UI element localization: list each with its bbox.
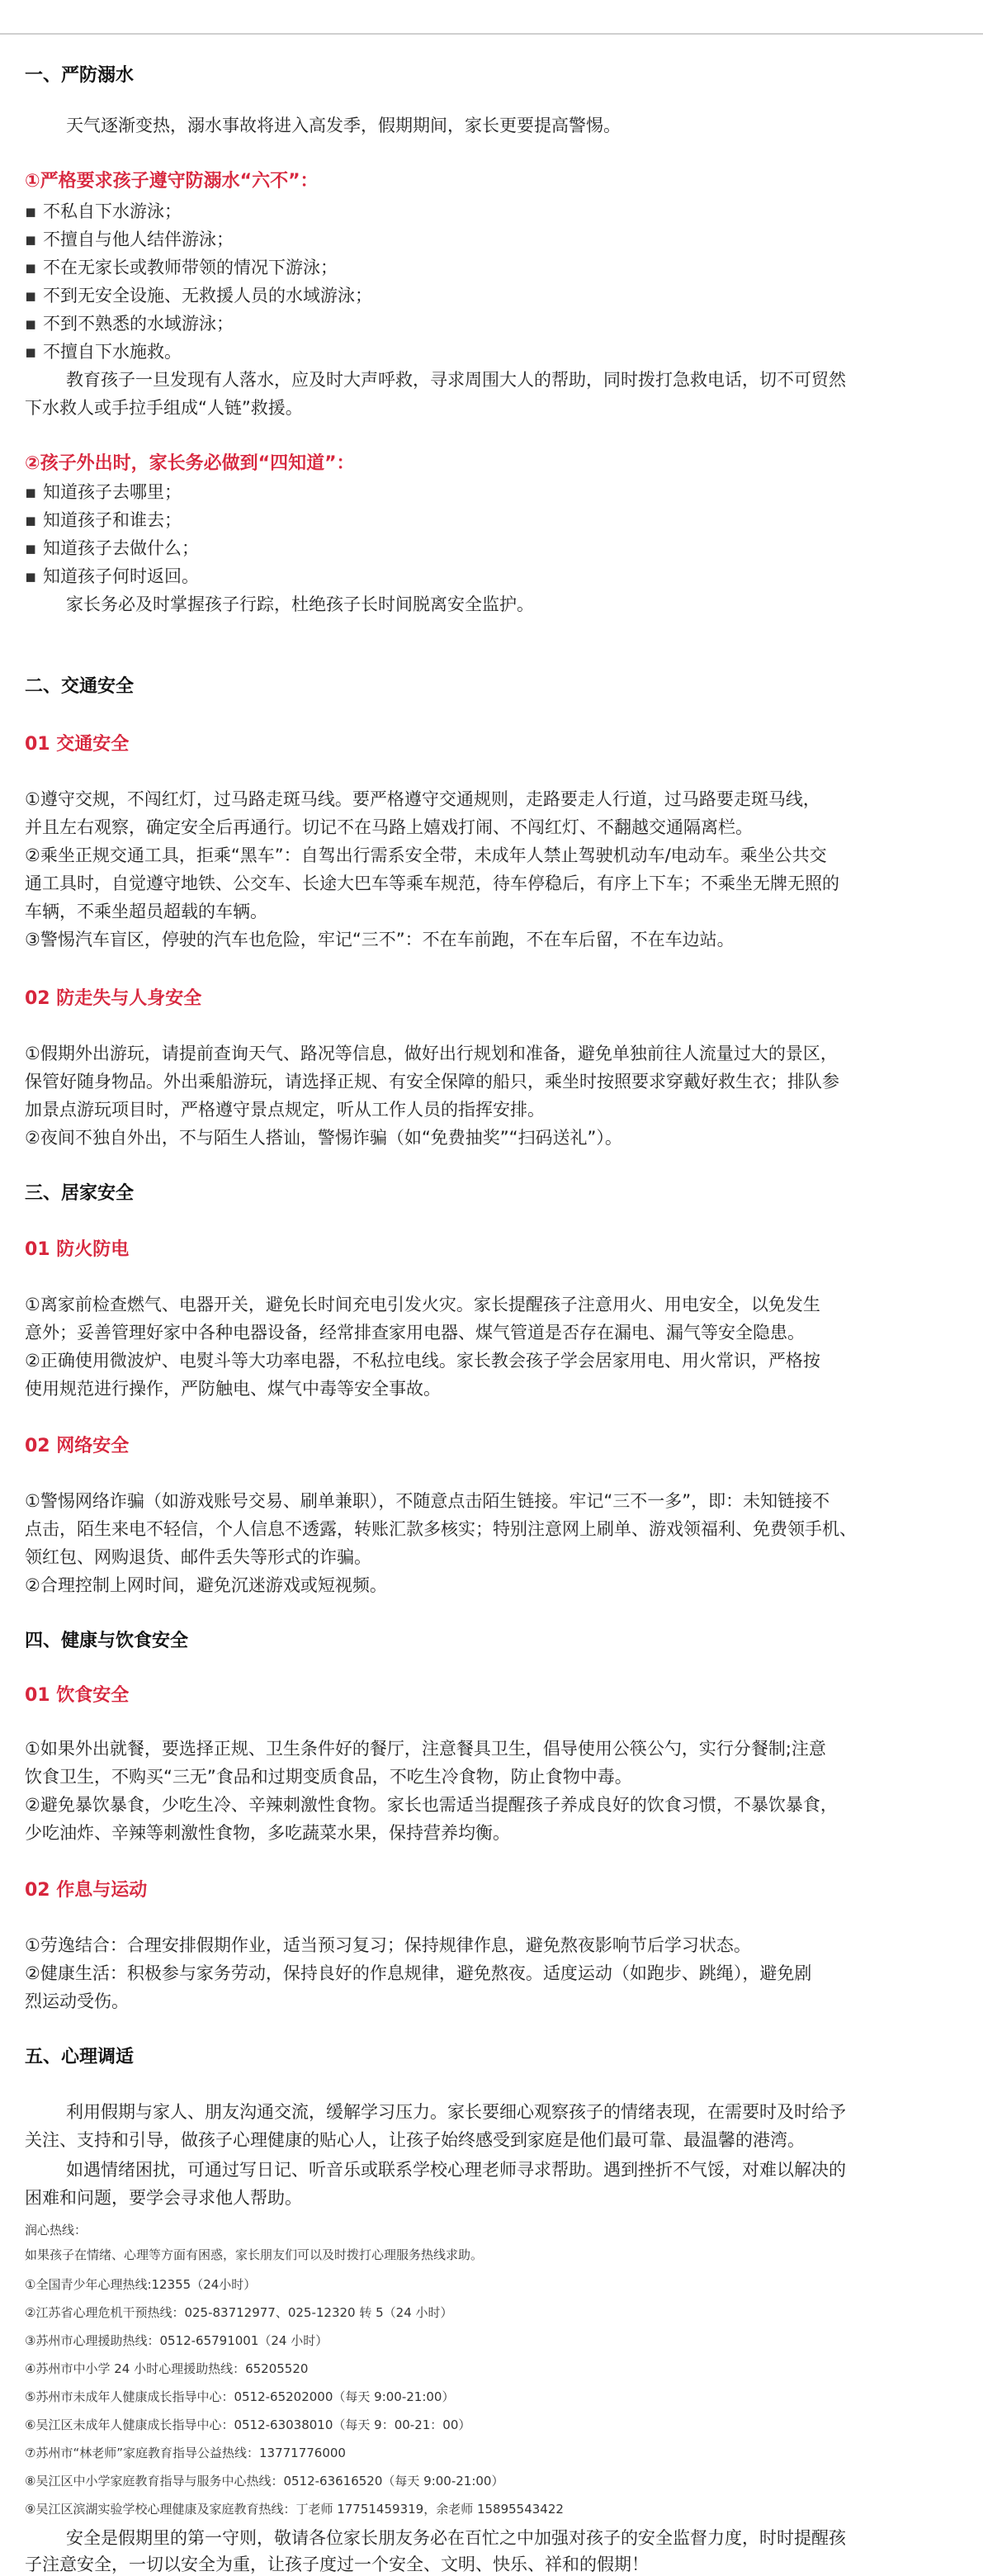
paragraph-line: ②夜间不独自外出，不与陌生人搭讪，警惕诈骗（如“免费抽奖”“扫码送礼”）。 [25, 1128, 622, 1148]
paragraph-line: ①如果外出就餐，要选择正规、卫生条件好的餐厅，注意餐具卫生，倡导使用公筷公勺，实行分餐制;注意 [25, 1739, 826, 1759]
hotline-item: ⑤苏州市未成年人健康成长指导中心：0512-65202000（每天 9:00-21:00） [25, 2389, 455, 2404]
hotline-item: ①全国青少年心理热线:12355（24小时） [25, 2277, 257, 2292]
paragraph-line: 保管好随身物品。外出乘船游玩，请选择正规、有安全保障的船只，乘坐时按照要求穿戴好救生衣；排队参 [25, 1072, 839, 1091]
hotline-item: ③苏州市心理援助热线：0512-65791001（24 小时） [25, 2333, 328, 2348]
four-know-closing: 家长务必及时掌握孩子行踪，杜绝孩子长时间脱离安全监护。 [66, 594, 534, 614]
paragraph-line: ②正确使用微波炉、电熨斗等大功率电器，不私拉电线。家长教会孩子学会居家用电、用火常识，严格按 [25, 1351, 820, 1371]
hotline-item: ④苏州市中小学 24 小时心理援助热线：65205520 [25, 2361, 309, 2376]
final-note-line1: 安全是假期里的第一守则，敬请各位家长朋友务必在百忙之中加强对孩子的安全监督力度，时时提醒孩 [66, 2528, 846, 2548]
section-title-drowning: 一、严防溺水 [25, 65, 135, 86]
paragraph-line: ①离家前检查燃气、电器开关，避免长时间充电引发火灾。家长提醒孩子注意用火、用电安全，以免发生 [25, 1295, 820, 1314]
paragraph-line: 关注、支持和引导，做孩子心理健康的贴心人，让孩子始终感受到家庭是他们最可靠、最温馨的港湾。 [25, 2130, 805, 2150]
paragraph-line: 并且左右观察，确定安全后再通行。切记不在马路上嬉戏打闹、不闯红灯、不翻越交通隔离栏。 [25, 817, 753, 837]
paragraph-line: 领红包、网购退货、邮件丢失等形式的诈骗。 [25, 1547, 371, 1567]
list-item: ▪ 不到不熟悉的水域游泳； [25, 310, 234, 335]
paragraph-line: 烈运动受伤。 [25, 1991, 129, 2011]
section-title-health: 四、健康与饮食安全 [25, 1631, 189, 1651]
paragraph-line: 点击，陌生来电不轻信，个人信息不透露，转账汇款多核实；特别注意网上刷单、游戏领福利、免费领手机、 [25, 1519, 857, 1539]
subsection-title-network: 02 网络安全 [25, 1436, 130, 1456]
list-item: ▪ 不擅自下水施救。 [25, 339, 182, 363]
paragraph-line: 车辆，不乘坐超员超载的车辆。 [25, 902, 267, 921]
rescue-advice-line1: 教育孩子一旦发现有人落水，应及时大声呼救，寻求周围大人的帮助，同时拨打急救电话，切不可贸然 [66, 370, 846, 390]
subsection-title-personal-safety: 02 防走失与人身安全 [25, 988, 202, 1009]
subsection-title-food: 01 饮食安全 [25, 1685, 130, 1706]
paragraph-line: ①劳逸结合：合理安排假期作业，适当预习复习；保持规律作息，避免熬夜影响节后学习状态。 [25, 1935, 751, 1955]
list-item: ▪ 知道孩子和谁去； [25, 507, 182, 532]
hotline-intro: 如果孩子在情绪、心理等方面有困惑，家长朋友们可以及时拨打心理服务热线求助。 [25, 2247, 484, 2262]
paragraph-line: 意外；妥善管理好家中各种电器设备，经常排查家用电器、煤气管道是否存在漏电、漏气等安全隐患。 [25, 1323, 805, 1342]
list-item: ▪ 不到无安全设施、无救援人员的水域游泳； [25, 282, 372, 307]
paragraph-line: ①遵守交规，不闯红灯，过马路走斑马线。要严格遵守交通规则，走路要走人行道，过马路要走斑马线， [25, 789, 820, 809]
drowning-intro: 天气逐渐变热，溺水事故将进入高发季，假期期间，家长更要提高警惕。 [66, 116, 621, 135]
paragraph-line: ③警惕汽车盲区，停驶的汽车也危险，牢记“三不”：不在车前跑，不在车后留，不在车边站。 [25, 930, 735, 949]
list-item: ▪ 知道孩子何时返回。 [25, 563, 199, 588]
hotline-item: ⑧吴江区中小学家庭教育指导与服务中心热线：0512-63616520（每天 9:00-21:00） [25, 2474, 504, 2488]
paragraph-line: 困难和问题，要学会寻求他人帮助。 [25, 2188, 302, 2208]
hotline-item: ⑨吴江区滨湖实验学校心理健康及家庭教育热线：丁老师 17751459319，余老师 15895543422 [25, 2502, 564, 2517]
section-title-traffic: 二、交通安全 [25, 676, 135, 697]
section-title-home: 三、居家安全 [25, 1183, 135, 1204]
list-item: ▪ 不在无家长或教师带领的情况下游泳； [25, 254, 338, 279]
paragraph-line: ②健康生活：积极参与家务劳动，保持良好的作息规律，避免熬夜。适度运动（如跑步、跳绳），避免剧 [25, 1963, 812, 1983]
hotline-item: ⑦苏州市“林老师”家庭教育指导公益热线：13771776000 [25, 2446, 346, 2460]
hotline-item: ②江苏省心理危机干预热线：025-83712977、025-12320 转 5（24 小时） [25, 2305, 453, 2320]
rescue-advice-line2: 下水救人或手拉手组成“人链”救援。 [25, 398, 303, 418]
paragraph-line: 利用假期与家人、朋友沟通交流，缓解学习压力。家长要细心观察孩子的情绪表现，在需要时及时给予 [66, 2102, 846, 2122]
hotline-item: ⑥吴江区未成年人健康成长指导中心：0512-63038010（每天 9：00-21：00） [25, 2417, 471, 2432]
six-no-title: ①严格要求孩子遵守防溺水“六不”： [25, 171, 319, 192]
four-know-title: ②孩子外出时，家长务必做到“四知道”： [25, 453, 355, 474]
subsection-title-rest-exercise: 02 作息与运动 [25, 1880, 148, 1901]
paragraph-line: 加景点游玩项目时，严格遵守景点规定，听从工作人员的指挥安排。 [25, 1100, 545, 1120]
list-item: ▪ 不擅自与他人结伴游泳； [25, 226, 234, 251]
paragraph-line: ①警惕网络诈骗（如游戏账号交易、刷单兼职），不随意点击陌生链接。牢记“三不一多”，即：未知链接不 [25, 1491, 830, 1511]
paragraph-line: 如遇情绪困扰，可通过写日记、听音乐或联系学校心理老师寻求帮助。遇到挫折不气馁，对难以解决的 [66, 2160, 846, 2180]
paragraph-line: ②合理控制上网时间，避免沉迷游戏或短视频。 [25, 1575, 387, 1595]
subsection-title-fire-electric: 01 防火防电 [25, 1239, 130, 1260]
paragraph-line: ②乘坐正规交通工具，拒乘“黑车”：自驾出行需系安全带，未成年人禁止驾驶机动车/电动车。乘坐公共交 [25, 845, 827, 865]
paragraph-line: 使用规范进行操作，严防触电、煤气中毒等安全事故。 [25, 1379, 441, 1399]
paragraph-line: 少吃油炸、辛辣等刺激性食物，多吃蔬菜水果，保持营养均衡。 [25, 1823, 510, 1843]
hotline-title: 润心热线： [25, 2223, 87, 2237]
list-item: ▪ 知道孩子去哪里； [25, 479, 182, 504]
list-item: ▪ 知道孩子去做什么； [25, 535, 199, 560]
paragraph-line: 饮食卫生，不购买“三无”食品和过期变质食品，不吃生冷食物，防止食物中毒。 [25, 1767, 632, 1787]
paragraph-line: 通工具时，自觉遵守地铁、公交车、长途大巴车等乘车规范，待车停稳后，有序上下车；不乘坐无牌无照的 [25, 874, 839, 893]
paragraph-line: ②避免暴饮暴食，少吃生冷、辛辣刺激性食物。家长也需适当提醒孩子养成良好的饮食习惯，不暴饮暴食， [25, 1795, 838, 1815]
list-item: ▪ 不私自下水游泳； [25, 198, 182, 223]
section-title-psychology: 五、心理调适 [25, 2047, 135, 2067]
final-note-line2: 子注意安全，一切以安全为重，让孩子度过一个安全、文明、快乐、祥和的假期！ [25, 2555, 649, 2574]
subsection-title-traffic: 01 交通安全 [25, 734, 130, 755]
paragraph-line: ①假期外出游玩，请提前查询天气、路况等信息，做好出行规划和准备，避免单独前往人流量过大的景区， [25, 1044, 838, 1063]
top-divider [0, 33, 983, 35]
